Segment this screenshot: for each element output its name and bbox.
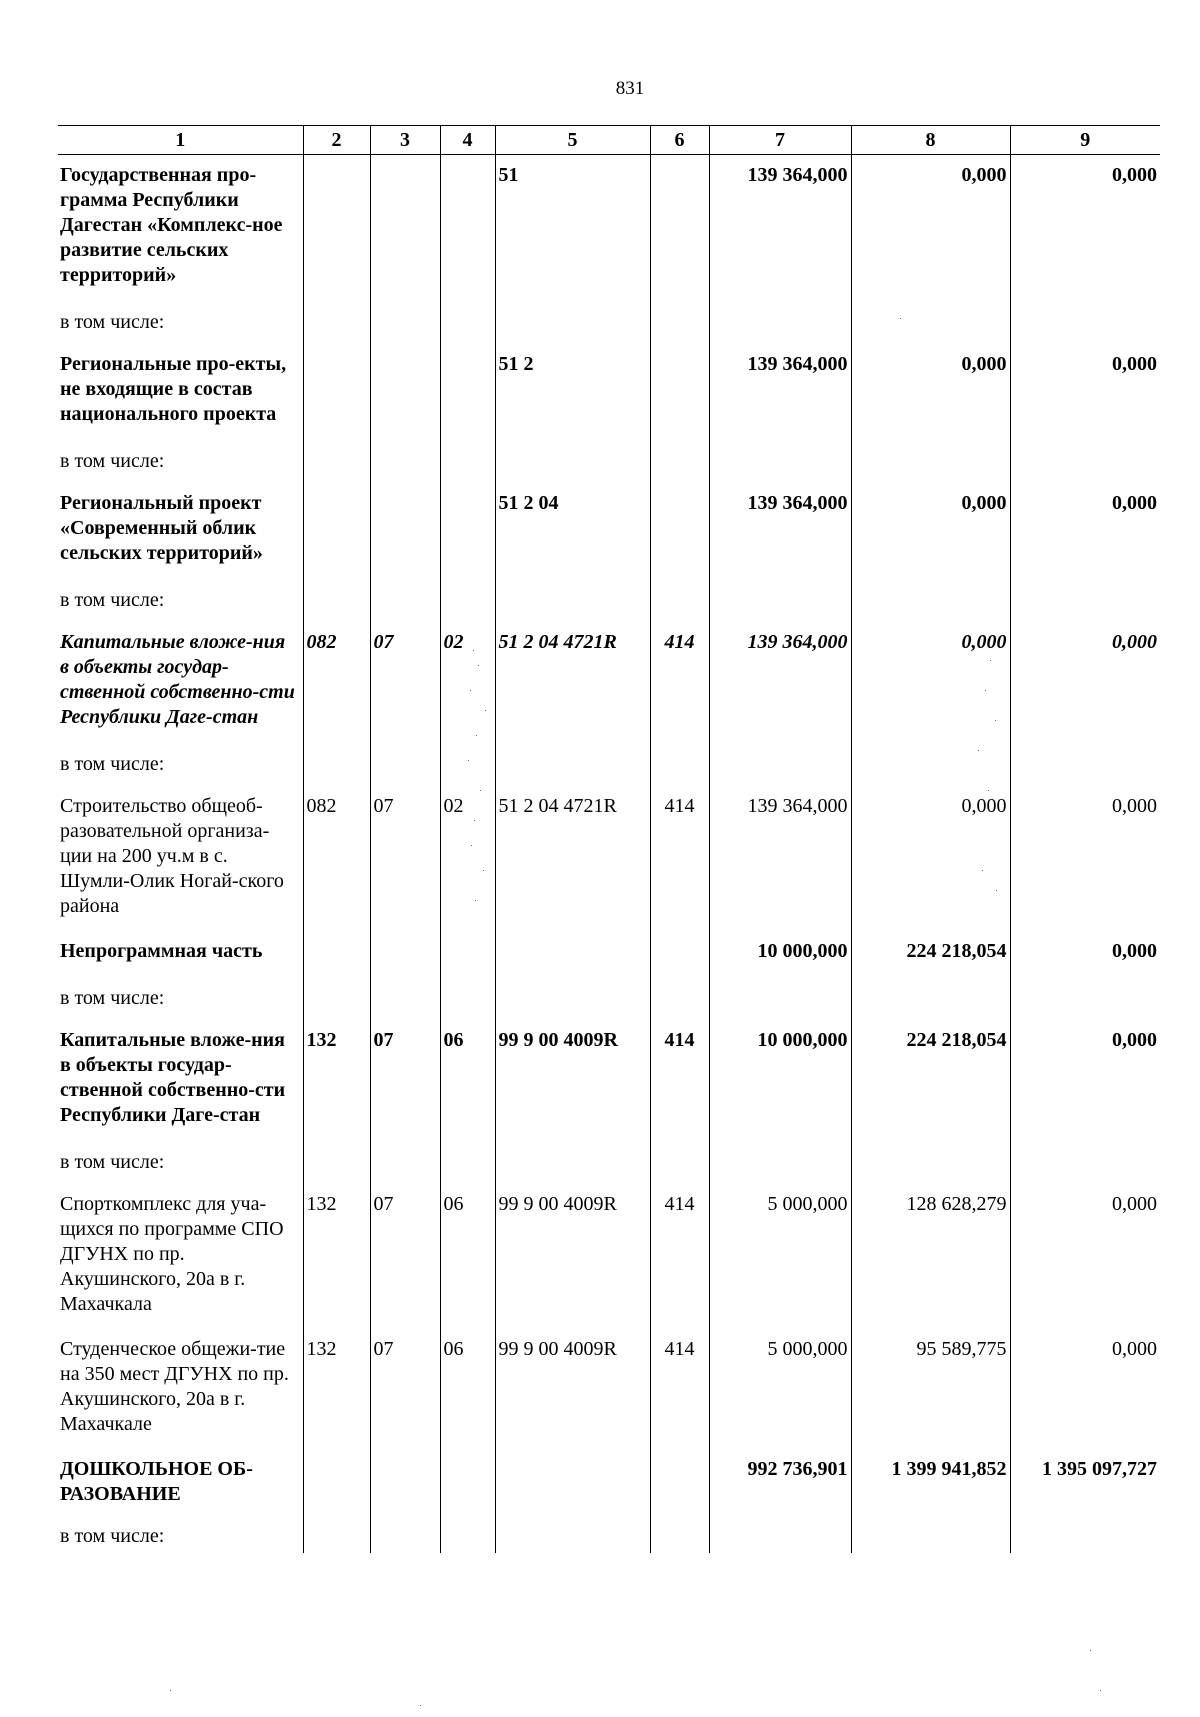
cell-c2 — [303, 742, 370, 786]
cell-c5 — [495, 1519, 650, 1553]
cell-c9: 0,000 — [1010, 344, 1160, 439]
cell-c7: 5 000,000 — [709, 1329, 851, 1449]
cell-c9 — [1010, 976, 1160, 1020]
cell-c2: 132 — [303, 1329, 370, 1449]
cell-c8 — [851, 1140, 1010, 1184]
cell-c4 — [440, 155, 495, 301]
cell-c6: 414 — [650, 622, 709, 742]
cell-c3 — [370, 578, 440, 622]
scan-speck — [420, 1705, 421, 1706]
subtotal-label-row — [58, 742, 1160, 786]
cell-c3 — [370, 1449, 440, 1519]
cell-c2: 082 — [303, 786, 370, 931]
scan-speck — [996, 890, 997, 891]
cell-c2 — [303, 931, 370, 976]
cell-c8: 224 218,054 — [851, 931, 1010, 976]
cell-c7: 10 000,000 — [709, 1020, 851, 1140]
cell-c7: 5 000,000 — [709, 1184, 851, 1329]
scan-speck — [474, 820, 475, 821]
cell-c5: 51 2 04 4721R — [495, 786, 650, 931]
cell-c4: 06 — [440, 1184, 495, 1329]
row-name: Непрограммная часть — [60, 940, 263, 962]
scan-speck — [478, 665, 479, 666]
cell-c3: 07 — [370, 786, 440, 931]
row-name: Капитальные вложе-ния в объекты государ-ственной собственно-сти Республики Даге-стан — [60, 631, 295, 728]
cell-c2 — [303, 1140, 370, 1184]
cell-c6 — [650, 1519, 709, 1553]
scan-speck — [1100, 1690, 1101, 1691]
table-row — [58, 344, 1160, 439]
cell-c3: 07 — [370, 1329, 440, 1449]
cell-c2 — [303, 439, 370, 483]
scan-speck — [485, 710, 486, 711]
cell-c7 — [709, 439, 851, 483]
cell-c6 — [650, 931, 709, 976]
cell-c8 — [851, 578, 1010, 622]
table-row — [58, 931, 1160, 976]
cell-c4 — [440, 976, 495, 1020]
subtotal-label-row — [58, 578, 1160, 622]
cell-c2 — [303, 1449, 370, 1519]
cell-c9: 0,000 — [1010, 1020, 1160, 1140]
cell-c7: 10 000,000 — [709, 931, 851, 976]
cell-c9: 0,000 — [1010, 1329, 1160, 1449]
scan-speck — [988, 790, 989, 791]
scan-speck — [471, 845, 472, 846]
cell-c7 — [709, 578, 851, 622]
cell-c3 — [370, 1519, 440, 1553]
cell-c4 — [440, 578, 495, 622]
row-name: Студенческое общежи-тие на 350 мест ДГУНХ по пр. Акушинского, 20а в г. Махачкале — [60, 1338, 289, 1435]
cell-c5: 51 2 04 4721R — [495, 622, 650, 742]
cell-c6: 414 — [650, 1184, 709, 1329]
cell-c9: 1 395 097,727 — [1010, 1449, 1160, 1519]
row-name: Строительство общеоб-разовательной организа-ции на 200 уч.м в с. Шумли-Олик Ногай-ского района — [60, 795, 284, 917]
subtotal-label-row — [58, 976, 1160, 1020]
scan-speck — [1090, 1650, 1091, 1651]
subtotal-label-row — [58, 439, 1160, 483]
cell-c5: 99 9 00 4009R — [495, 1020, 650, 1140]
cell-c7: 139 364,000 — [709, 155, 851, 301]
cell-c8: 0,000 — [851, 786, 1010, 931]
cell-c9: 0,000 — [1010, 1184, 1160, 1329]
cell-c6 — [650, 742, 709, 786]
scan-speck — [483, 870, 484, 871]
cell-c7 — [709, 1519, 851, 1553]
cell-c8: 128 628,279 — [851, 1184, 1010, 1329]
table-row — [58, 155, 1160, 301]
cell-c7: 139 364,000 — [709, 786, 851, 931]
cell-c5 — [495, 439, 650, 483]
cell-c7: 139 364,000 — [709, 483, 851, 578]
cell-c4 — [440, 1449, 495, 1519]
cell-c6 — [650, 483, 709, 578]
budget-table — [58, 125, 1160, 1553]
cell-c7 — [709, 976, 851, 1020]
cell-c4 — [440, 439, 495, 483]
scan-speck — [985, 690, 986, 691]
table-row — [58, 1184, 1160, 1329]
table-row — [58, 1449, 1160, 1519]
cell-c4 — [440, 300, 495, 344]
cell-c3 — [370, 344, 440, 439]
cell-c3 — [370, 439, 440, 483]
cell-c9 — [1010, 578, 1160, 622]
table-row — [58, 1329, 1160, 1449]
cell-c8: 1 399 941,852 — [851, 1449, 1010, 1519]
cell-c9: 0,000 — [1010, 483, 1160, 578]
row-name: в том числе: — [60, 986, 165, 1009]
cell-c9 — [1010, 300, 1160, 344]
column-header-6: 6 — [650, 126, 709, 155]
row-name: в том числе: — [60, 1524, 165, 1547]
cell-c6 — [650, 578, 709, 622]
cell-c2 — [303, 155, 370, 301]
cell-c7 — [709, 742, 851, 786]
row-name: Государственная про-грамма Республики Дагестан «Комплекс-ное развитие сельских территорий» — [60, 164, 283, 286]
cell-c4 — [440, 742, 495, 786]
cell-c2 — [303, 578, 370, 622]
cell-c3 — [370, 1140, 440, 1184]
cell-c6: 414 — [650, 1020, 709, 1140]
cell-c4: 02 — [440, 786, 495, 931]
row-name: Региональные про-екты, не входящие в состав национального проекта — [60, 353, 287, 425]
cell-c2: 082 — [303, 622, 370, 742]
cell-c6 — [650, 1449, 709, 1519]
cell-c7: 992 736,901 — [709, 1449, 851, 1519]
cell-c6 — [650, 155, 709, 301]
cell-c5 — [495, 742, 650, 786]
scan-speck — [470, 690, 471, 691]
column-header-7: 7 — [709, 126, 851, 155]
cell-c5: 51 2 — [495, 344, 650, 439]
header-row — [58, 126, 1160, 155]
cell-c8 — [851, 300, 1010, 344]
cell-c6: 414 — [650, 786, 709, 931]
scan-speck — [480, 790, 481, 791]
cell-c8: 224 218,054 — [851, 1020, 1010, 1140]
cell-c5 — [495, 931, 650, 976]
scan-speck — [982, 870, 983, 871]
cell-c2: 132 — [303, 1020, 370, 1140]
cell-c8: 0,000 — [851, 155, 1010, 301]
page-number: 831 — [615, 78, 645, 99]
cell-c5: 51 2 04 — [495, 483, 650, 578]
cell-c3: 07 — [370, 1184, 440, 1329]
column-header-3: 3 — [370, 126, 440, 155]
cell-c6: 414 — [650, 1329, 709, 1449]
column-header-8: 8 — [851, 126, 1010, 155]
table-row — [58, 483, 1160, 578]
row-name: Региональный проект «Современный облик сельских территорий» — [60, 492, 263, 564]
scan-speck — [900, 318, 901, 319]
table-body — [58, 155, 1160, 1554]
cell-c3 — [370, 976, 440, 1020]
cell-c8 — [851, 1519, 1010, 1553]
cell-c9 — [1010, 439, 1160, 483]
cell-c4: 06 — [440, 1020, 495, 1140]
cell-c9: 0,000 — [1010, 155, 1160, 301]
cell-c4: 02 — [440, 622, 495, 742]
cell-c7 — [709, 300, 851, 344]
cell-c2 — [303, 344, 370, 439]
row-name: Капитальные вложе-ния в объекты государ-ственной собственно-сти Республики Даге-стан — [60, 1029, 286, 1126]
cell-c8: 0,000 — [851, 483, 1010, 578]
cell-c2 — [303, 300, 370, 344]
table-row — [58, 1020, 1160, 1140]
cell-c2 — [303, 976, 370, 1020]
cell-c3 — [370, 931, 440, 976]
cell-c5 — [495, 976, 650, 1020]
subtotal-label-row — [58, 300, 1160, 344]
row-name: в том числе: — [60, 310, 165, 333]
cell-c4 — [440, 1519, 495, 1553]
cell-c4 — [440, 483, 495, 578]
cell-c7: 139 364,000 — [709, 622, 851, 742]
cell-c9: 0,000 — [1010, 622, 1160, 742]
table-row — [58, 622, 1160, 742]
row-name: в том числе: — [60, 588, 165, 611]
cell-c8: 0,000 — [851, 344, 1010, 439]
cell-c6 — [650, 344, 709, 439]
column-header-9: 9 — [1010, 126, 1160, 155]
cell-c4 — [440, 931, 495, 976]
cell-c3 — [370, 300, 440, 344]
cell-c7 — [709, 1140, 851, 1184]
column-header-4: 4 — [440, 126, 495, 155]
cell-c2: 132 — [303, 1184, 370, 1329]
column-header-1: 1 — [58, 126, 303, 155]
cell-c5 — [495, 1449, 650, 1519]
cell-c5: 51 — [495, 155, 650, 301]
column-header-2: 2 — [303, 126, 370, 155]
cell-c9 — [1010, 742, 1160, 786]
scan-speck — [473, 650, 474, 651]
cell-c3: 07 — [370, 622, 440, 742]
cell-c3 — [370, 155, 440, 301]
row-name: Спорткомплекс для уча-щихся по программе СПО ДГУНХ по пр. Акушинского, 20а в г. Махачкала — [60, 1193, 284, 1315]
cell-c4 — [440, 344, 495, 439]
cell-c4 — [440, 1140, 495, 1184]
table-row — [58, 786, 1160, 931]
cell-c5 — [495, 300, 650, 344]
cell-c5: 99 9 00 4009R — [495, 1329, 650, 1449]
cell-c6 — [650, 976, 709, 1020]
cell-c5: 99 9 00 4009R — [495, 1184, 650, 1329]
scan-speck — [995, 720, 996, 721]
row-name: ДОШКОЛЬНОЕ ОБ-РАЗОВАНИЕ — [60, 1458, 253, 1505]
row-name: в том числе: — [60, 752, 165, 775]
cell-c8 — [851, 439, 1010, 483]
cell-c9: 0,000 — [1010, 786, 1160, 931]
column-header-5: 5 — [495, 126, 650, 155]
scan-speck — [170, 1690, 171, 1691]
cell-c8: 95 589,775 — [851, 1329, 1010, 1449]
cell-c7: 139 364,000 — [709, 344, 851, 439]
cell-c6 — [650, 300, 709, 344]
cell-c9 — [1010, 1140, 1160, 1184]
cell-c3: 07 — [370, 1020, 440, 1140]
cell-c8 — [851, 742, 1010, 786]
cell-c4: 06 — [440, 1329, 495, 1449]
cell-c8: 0,000 — [851, 622, 1010, 742]
subtotal-label-row — [58, 1140, 1160, 1184]
cell-c2 — [303, 483, 370, 578]
cell-c9: 0,000 — [1010, 931, 1160, 976]
cell-c5 — [495, 1140, 650, 1184]
scan-speck — [468, 760, 469, 761]
row-name: в том числе: — [60, 449, 165, 472]
cell-c5 — [495, 578, 650, 622]
cell-c6 — [650, 1140, 709, 1184]
row-name: в том числе: — [60, 1150, 165, 1173]
cell-c3 — [370, 483, 440, 578]
cell-c2 — [303, 1519, 370, 1553]
scan-speck — [475, 900, 476, 901]
scan-speck — [990, 660, 991, 661]
cell-c9 — [1010, 1519, 1160, 1553]
cell-c6 — [650, 439, 709, 483]
cell-c3 — [370, 742, 440, 786]
subtotal-label-row — [58, 1519, 1160, 1553]
cell-c8 — [851, 976, 1010, 1020]
scan-speck — [978, 750, 979, 751]
scan-speck — [476, 735, 477, 736]
